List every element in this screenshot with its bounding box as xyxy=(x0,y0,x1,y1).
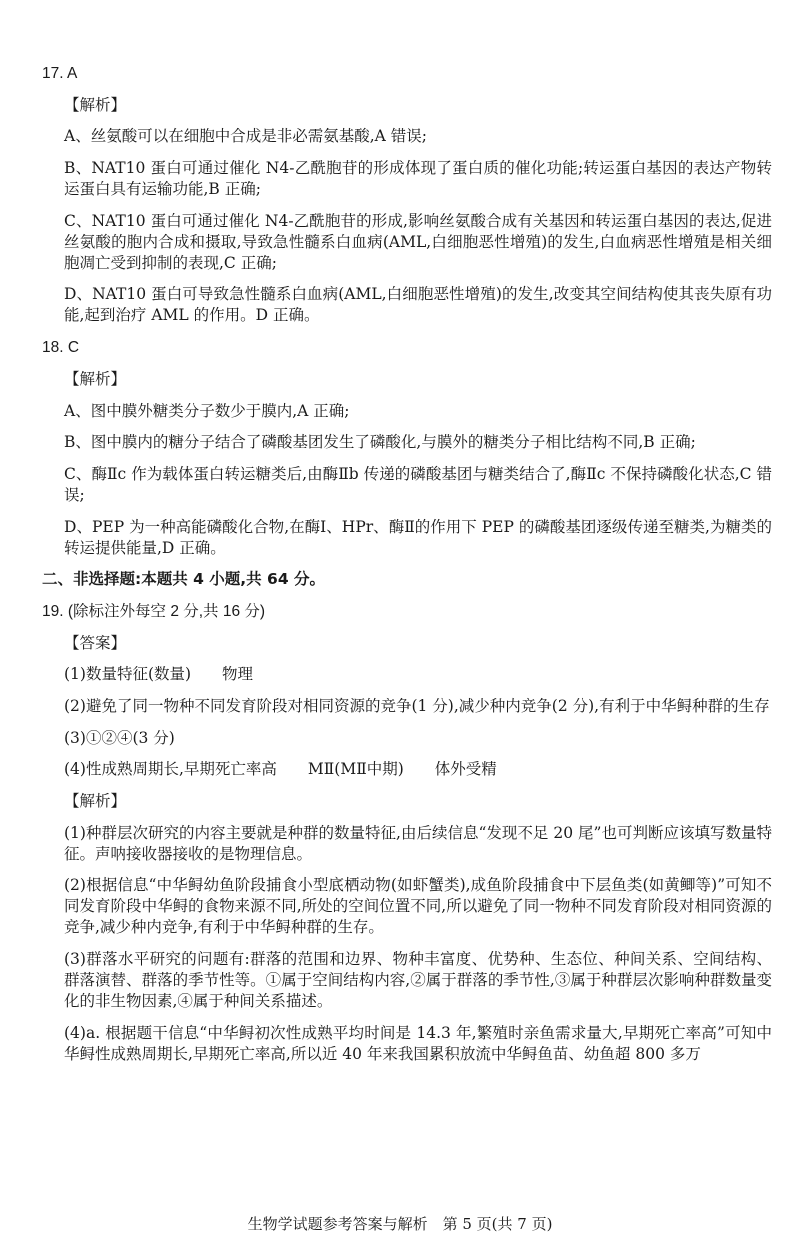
explanation-paragraph: D、NAT10 蛋白可导致急性髓系白血病(AML,白细胞恶性增殖)的发生,改变其空间结构使其丧失原有功能,起到治疗 AML 的作用。D 正确。 xyxy=(64,285,772,325)
explanation-paragraph: C、NAT10 蛋白可通过催化 N4-乙酰胞苷的形成,影响丝氨酸合成有关基因和转运蛋白基因的表达,促进丝氨酸的胞内合成和摄取,导致急性髓系白血病(AML,白细胞恶性增殖)的发生,白血病恶性增殖是相关细胞凋亡受到抑制的表现,C 正确; xyxy=(64,211,772,272)
explanation-paragraph: C、酶Ⅱc 作为载体蛋白转运糖类后,由酶Ⅱb 传递的磷酸基团与糖类结合了,酶Ⅱc 不保持磷酸化状态,C 错误; xyxy=(64,464,772,504)
explanation-paragraph: (1)种群层次研究的内容主要就是种群的数量特征,由后续信息“发现不足 20 尾”也可判断应该填写数量特征。声呐接收器接收的是物理信息。 xyxy=(64,823,772,863)
question-number: 19. (除标注外每空 2 分,共 16 分) xyxy=(42,602,266,620)
section-label: 【解析】 xyxy=(64,792,127,811)
section-heading: 二、非选择题:本题共 4 小题,共 64 分。 xyxy=(42,570,326,589)
question-number: 18. C xyxy=(42,339,80,357)
explanation-paragraph: (2)避免了同一物种不同发育阶段对相同资源的竞争(1 分),减少种内竞争(2 分),有利于中华鲟种群的生存 xyxy=(64,697,770,715)
section-label: 【解析】 xyxy=(64,369,127,388)
question-number: 17. A xyxy=(42,65,78,82)
section-label: (4)性成熟周期长,早期死亡率高 MⅡ(MⅡ中期) 体外受精 xyxy=(64,760,497,779)
section-label: (1)数量特征(数量) 物理 xyxy=(64,665,254,684)
explanation-paragraph: (3)群落水平研究的问题有:群落的范围和边界、物种丰富度、优势种、生态位、种间关系、空间结构、群落演替、群落的季节性等。①属于空间结构内容,②属于群落的季节性,③属于种群层次影响种群数量变化的非生物因素,④属于种间关系描述。 xyxy=(64,950,772,1011)
explanation-paragraph: (2)根据信息“中华鲟幼鱼阶段捕食小型底栖动物(如虾蟹类),成鱼阶段捕食中下层鱼类(如黄鲫等)”可知不同发育阶段中华鲟的食物来源不同,所处的空间位置不同,所以避免了同一物种不同发育阶段对相同资源的竞争,减少种内竞争,有利于中华鲟种群的生存。 xyxy=(64,876,772,937)
section-label: 【解析】 xyxy=(64,95,127,114)
page-footer: 生物学试题参考答案与解析 第 5 页(共 7 页) xyxy=(247,1215,553,1233)
section-label: 【答案】 xyxy=(64,633,127,652)
explanation-paragraph: B、图中膜内的糖分子结合了磷酸基团发生了磷酸化,与膜外的糖类分子相比结构不同,B 正确; xyxy=(64,433,696,452)
explanation-paragraph: D、PEP 为一种高能磷酸化合物,在酶Ⅰ、HPr、酶Ⅱ的作用下 PEP 的磷酸基团逐级传递至糖类,为糖类的转运提供能量,D 正确。 xyxy=(64,517,772,557)
explanation-paragraph: A、图中膜外糖类分子数少于膜内,A 正确; xyxy=(64,401,350,420)
explanation-paragraph: (4)a. 根据题干信息“中华鲟初次性成熟平均时间是 14.3 年,繁殖时亲鱼需求量大,早期死亡率高”可知中华鲟性成熟周期长,早期死亡率高,所以近 40 年来我国累积放流中华鲟鱼苗、幼鱼超 800 多万 xyxy=(64,1023,772,1063)
explanation-paragraph: B、NAT10 蛋白可通过催化 N4-乙酰胞苷的形成体现了蛋白质的催化功能;转运蛋白基因的表达产物转运蛋白具有运输功能,B 正确; xyxy=(64,159,772,199)
explanation-paragraph: A、丝氨酸可以在细胞中合成是非必需氨基酸,A 错误; xyxy=(64,127,427,146)
section-label: (3)①②④(3 分) xyxy=(64,728,175,747)
answer-content xyxy=(42,63,772,1076)
